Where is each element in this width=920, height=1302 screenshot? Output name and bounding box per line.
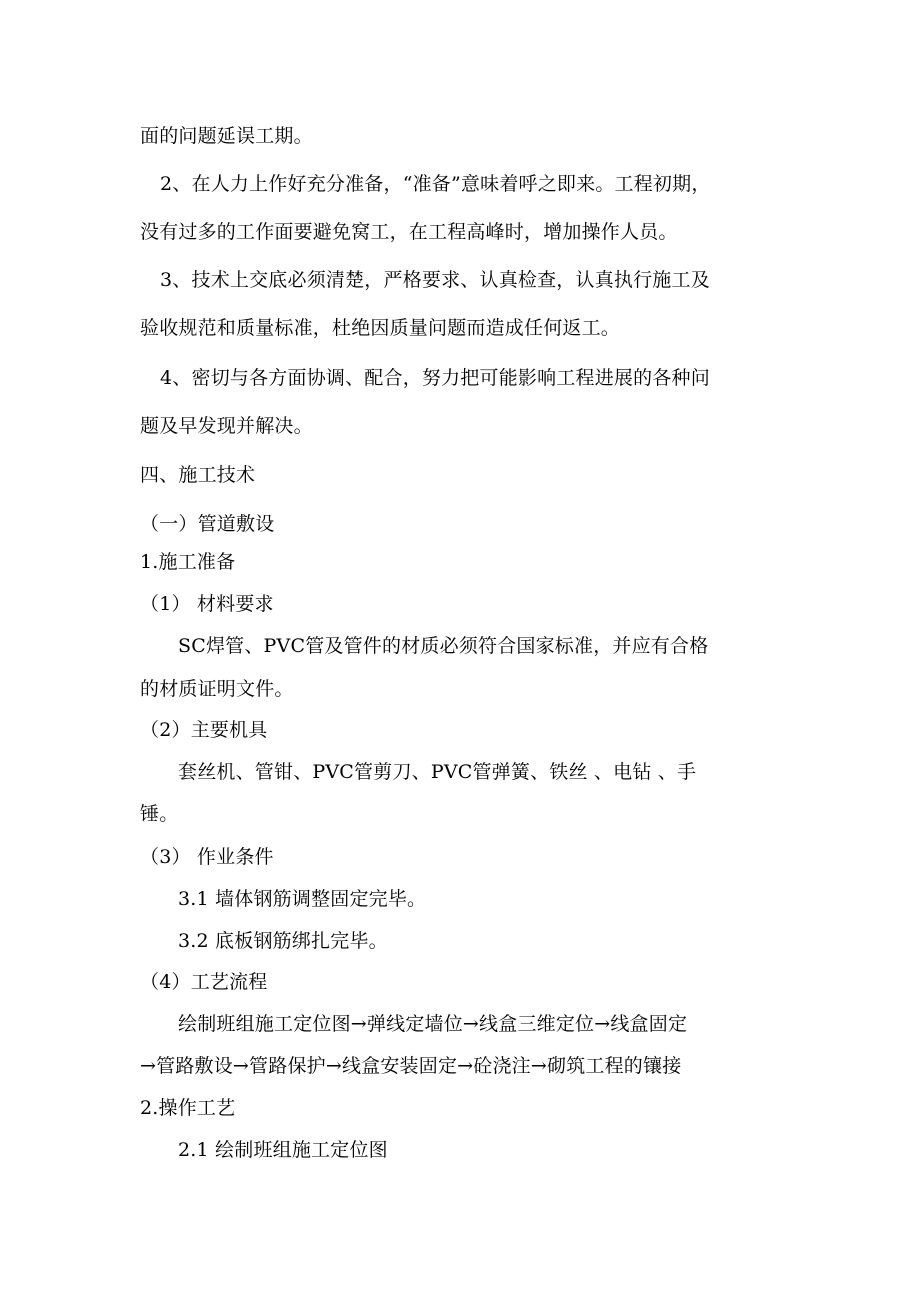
section-heading: 四、施工技术 — [140, 464, 256, 486]
paragraph-line: 验收规范和质量标准，杜绝因质量问题而造成任何返工。 — [140, 317, 621, 339]
paragraph-line: 4、密切与各方面协调、配合，努力把可能影响工程进展的各种问 — [160, 367, 710, 389]
paragraph-line: 套丝机、管钳、PVC管剪刀、PVC管弹簧、铁丝 、电钻 、手 — [178, 761, 697, 783]
paragraph-line: 的材质证明文件。 — [140, 678, 294, 700]
paragraph-line: 3.1 墙体钢筋调整固定完毕。 — [178, 888, 427, 910]
paragraph-line: 3、技术上交底必须清楚，严格要求、认真检查，认真执行施工及 — [160, 269, 710, 291]
item-heading: （3） 作业条件 — [140, 846, 274, 868]
paragraph-line: 没有过多的工作面要避免窝工，在工程高峰时，增加操作人员。 — [140, 221, 678, 243]
paragraph-line: 绘制班组施工定位图→弹线定墙位→线盒三维定位→线盒固定 — [178, 1013, 688, 1035]
paragraph-line: →管路敷设→管路保护→线盒安装固定→砼浇注→砌筑工程的镶接 — [140, 1055, 682, 1077]
paragraph-line: SC焊管、PVC管及管件的材质必须符合国家标准，并应有合格 — [178, 635, 709, 657]
paragraph-line: 2、在人力上作好充分准备，“准备”意味着呼之即来。工程初期， — [160, 173, 711, 195]
paragraph-line: 2.1 绘制班组施工定位图 — [178, 1139, 388, 1161]
subsection-heading: （一）管道敷设 — [140, 513, 275, 535]
item-heading: （1） 材料要求 — [140, 593, 274, 615]
subsection-heading: 1.施工准备 — [140, 551, 236, 573]
item-heading: （2）主要机具 — [140, 719, 268, 741]
paragraph-line: 题及早发现并解决。 — [140, 415, 313, 437]
item-heading: （4）工艺流程 — [140, 971, 268, 993]
paragraph-line: 锤。 — [140, 803, 179, 825]
subsection-heading: 2.操作工艺 — [140, 1097, 236, 1119]
paragraph-line: 3.2 底板钢筋绑扎完毕。 — [178, 930, 388, 952]
paragraph-line: 面的问题延误工期。 — [140, 125, 313, 147]
